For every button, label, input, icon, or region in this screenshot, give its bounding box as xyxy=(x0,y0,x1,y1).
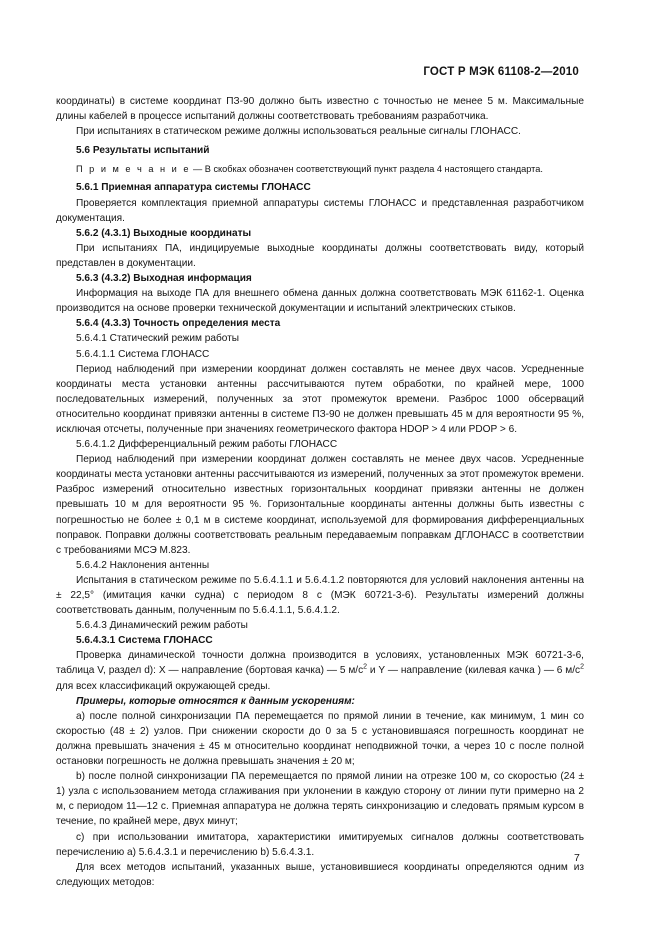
subsection-heading: 5.6.4.2 Наклонения антенны xyxy=(76,559,210,571)
text-run: Проверка динамической точности должна производится в условиях, установленных МЭК 60721-3-6, таблица V, раздел d): X — направление (бортовая качка) — 5 м/с xyxy=(56,650,584,677)
note-label: П р и м е ч а н и е xyxy=(76,164,191,175)
subsection-heading: 5.6.4.1 Статический режим работы xyxy=(76,333,240,345)
section-heading: 5.6.2 (4.3.1) Выходные координаты xyxy=(76,227,252,239)
note xyxy=(56,162,584,177)
superscript: 2 xyxy=(363,664,368,672)
examples-title: Примеры, которые относятся к данным ускорениям: xyxy=(76,695,355,707)
section-heading: 5.6.1 Приемная аппаратура системы ГЛОНАСС xyxy=(76,182,311,194)
superscript: 2 xyxy=(580,664,584,672)
list-item: а) после полной синхронизации ПА перемещается по прямой линии в течение, как минимум, 1 мин со скоростью (48 ± 2) узлов. При снижении скорости до 0 за 5 с установившаяся погрешность координат не должна превышать значения ± 45 м относительно координат неподвижной точки, а через 10 с после полной остановки погрешность не должна превышать значения ± 20 м; xyxy=(56,710,584,768)
note-text: — В скобках обозначен соответствующий пункт раздела 4 настоящего стандарта. xyxy=(190,164,543,175)
text-run: и Y — направление (килевая качка ) — 6 м/с xyxy=(367,665,581,677)
paragraph: Период наблюдений при измерении координат должен составлять не менее двух часов. Усредненные координаты места установки антенны рассчитываются путем обработки, по крайней мере, 1000 последовательных измерений, полученных за этот промежуток времени. Разброс 1000 обсерваций относительно координат привязки антенны в системе ПЗ-90 не должен превышать 45 м для вероятности 95 %, исключая отсчеты, полученные при значениях геометрического фактора HDOP > 4 или PDOP > 6. xyxy=(56,363,584,435)
page-number: 7 xyxy=(574,852,580,864)
list-item: с) при использовании имитатора, характеристики имитируемых сигналов должны соответствовать перечислению а) 5.6.4.3.1 и перечислению b) 5.6.4.3.1. xyxy=(56,831,584,858)
paragraph: Информация на выходе ПА для внешнего обмена данных должна соответствовать МЭК 61162-1. Оценка производится на основе проверки технической документации и испытаний электрических стыков. xyxy=(56,288,584,315)
section-heading: 5.6.4 (4.3.3) Точность определения места xyxy=(76,318,281,330)
list-item: b) после полной синхронизации ПА перемещается по прямой линии на отрезке 100 м, со скоростью (24 ± 1) узла с использованием метода сглаживания при уклонении в каждую сторону от линии пути примерно на 2 м, с периодом 11—12 с. Приемная аппаратура не должна терять синхронизацию и следовать прямым курсом в течение, по крайней мере, двух минут; xyxy=(56,771,584,828)
standard-header: ГОСТ Р МЭК 61108-2—2010 xyxy=(423,66,579,78)
paragraph: координаты) в системе координат ПЗ-90 должно быть известно с точностью не менее 5 м. Максимальные длины кабелей в процессе испытаний должны соответствовать требованиям разработчика. xyxy=(56,96,584,123)
paragraph: Период наблюдений при измерении координат должен составлять не менее двух часов. Усредненные координаты места установки антенны рассчитываются из измерений, полученных за этот промежуток времени. Разброс измерений относительно известных горизонтальных координат привязки антенны не должен превышать 10 м для вероятности 95 %. Горизонтальные координаты антенны должны быть известны с погрешностью не более ± 0,1 м в системе координат, используемой для формирования дифференциальных поправок. Поправки должны соответствовать реальным передаваемым поправкам ДГЛОНАСС в соответствии с требованиями МСЭ М.823. xyxy=(56,454,584,556)
subsection-heading: 5.6.4.1.2 Дифференциальный режим работы ГЛОНАСС xyxy=(76,439,338,451)
subsection-heading: 5.6.4.1.1 Система ГЛОНАСС xyxy=(76,348,210,360)
subsection-heading: 5.6.4.3.1 Система ГЛОНАСС xyxy=(76,635,213,647)
paragraph xyxy=(56,648,584,693)
paragraph: Для всех методов испытаний, указанных выше, установившиеся координаты определяются одним из следующих методов: xyxy=(56,861,584,888)
text-run: для всех классификаций окружающей среды. xyxy=(56,680,271,692)
page-content xyxy=(56,94,584,890)
paragraph: Испытания в статическом режиме по 5.6.4.1.1 и 5.6.4.1.2 повторяются для условий наклонения антенны на ± 22,5° (имитация качки судна) с периодом 8 с (МЭК 60721-3-6). Результаты измерений должны соответствовать данным, полученным по 5.6.4.1.1, 5.6.4.1.2. xyxy=(56,574,584,617)
subsection-heading: 5.6.4.3 Динамический режим работы xyxy=(76,620,248,632)
paragraph: Проверяется комплектация приемной аппаратуры системы ГЛОНАСС и представленная разработчиком документация. xyxy=(56,197,584,224)
section-heading: 5.6.3 (4.3.2) Выходная информация xyxy=(76,273,252,285)
paragraph: При испытаниях в статическом режиме должны использоваться реальные сигналы ГЛОНАСС. xyxy=(76,126,521,138)
paragraph: При испытаниях ПА, индицируемые выходные координаты должны соответствовать виду, который представлен в документации. xyxy=(56,242,584,269)
section-heading: 5.6 Результаты испытаний xyxy=(76,145,210,157)
